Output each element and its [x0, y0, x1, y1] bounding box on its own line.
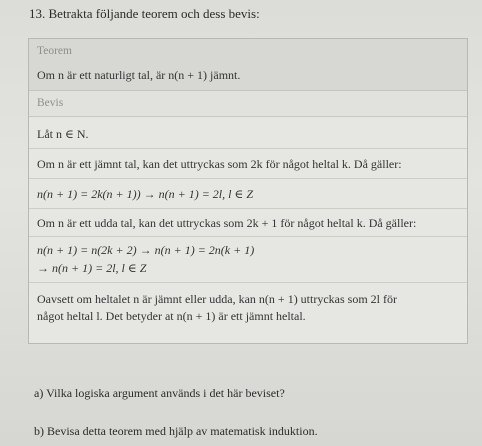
proof-label: Bevis: [37, 97, 64, 109]
proof-line: Låt n ∈ N.: [37, 127, 89, 141]
proof-equation: n(n + 1) = 2k(n + 1)) → n(n + 1) = 2l, l ∈ Z: [37, 187, 254, 201]
proof-step-4: [29, 209, 467, 237]
proof-header: [29, 91, 467, 117]
proof-step-2: [29, 149, 467, 179]
proof-conclusion: [29, 283, 467, 345]
proof-line: Om n är ett udda tal, kan det uttryckas som 2k + 1 för något heltal k. Då gäller:: [37, 216, 417, 230]
proof-equation: n(n + 1) = n(2k + 2) → n(n + 1) = 2n(k + 1): [37, 243, 255, 257]
exercise-heading: 13. Betrakta följande teorem och dess bevis:: [29, 6, 260, 21]
proof-line: Om n är ett jämnt tal, kan det uttryckas som 2k för något heltal k. Då gäller:: [37, 157, 402, 171]
proof-line: något heltal l. Det betyder at n(n + 1) är ett jämnt heltal.: [37, 309, 306, 323]
proof-line: Oavsett om heltalet n är jämnt eller udda, kan n(n + 1) uttryckas som 2l för: [37, 292, 397, 306]
theorem-statement: Om n är ett naturligt tal, är n(n + 1) jämnt.: [37, 68, 241, 82]
proof-step-3: [29, 179, 467, 209]
question-b: b) Bevisa detta teorem med hjälp av matematisk induktion.: [34, 424, 318, 438]
question-a: a) Vilka logiska argument används i det här beviset?: [34, 386, 285, 400]
proof-step-1: [29, 117, 467, 149]
proof-equation: → n(n + 1) = 2l, l ∈ Z: [37, 261, 147, 275]
theorem-section: [29, 39, 467, 91]
theorem-label: Teorem: [37, 45, 72, 57]
theorem-proof-box: [28, 38, 468, 344]
proof-step-5: [29, 237, 467, 283]
